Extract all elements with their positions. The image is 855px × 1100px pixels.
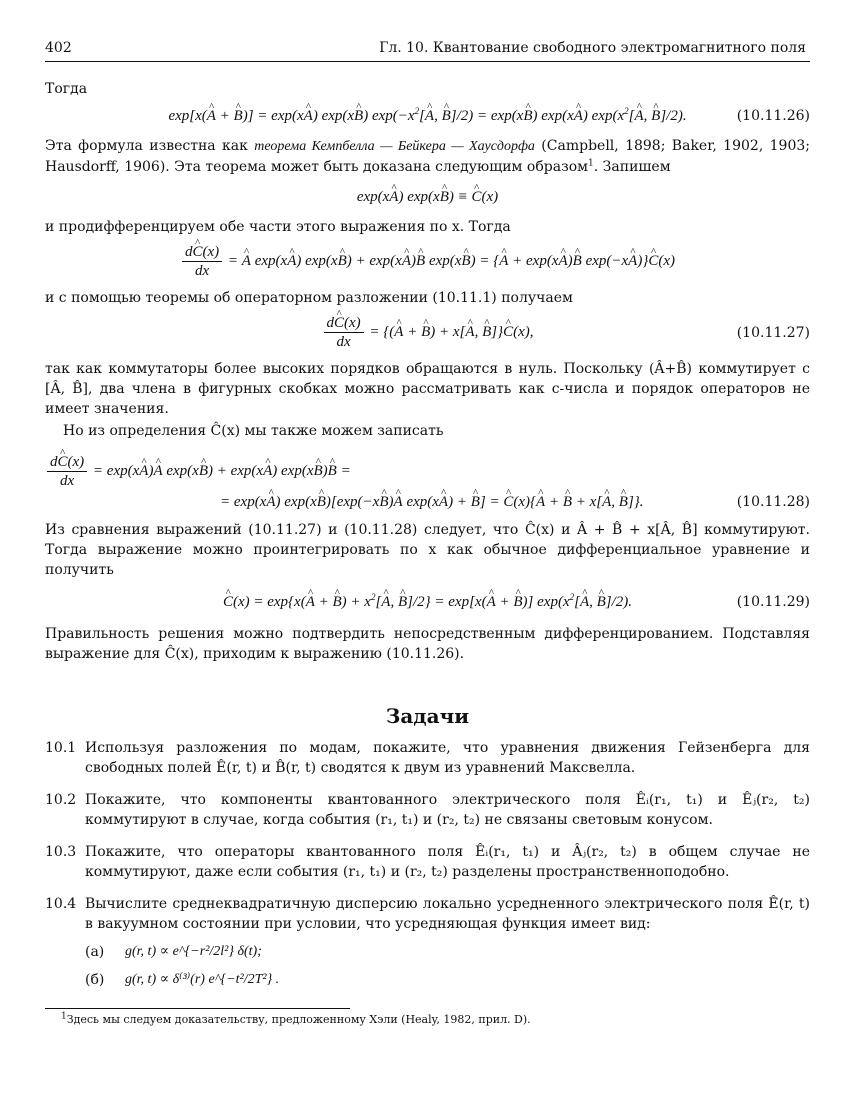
equation-definition: exp(xA ^) exp(xB ^) ≡ C ^(x)	[45, 187, 810, 207]
footnote	[45, 1013, 810, 1027]
item-label: (б)	[85, 972, 105, 988]
task-number: 10.1	[45, 740, 77, 756]
intro-word: Тогда	[45, 81, 88, 97]
paragraph-operator: и с помощью теоремы об операторном разложении (10.11.1) получаем	[45, 290, 573, 306]
paragraph-definition: Но из определения Ĉ(x) мы также можем записать	[63, 423, 444, 439]
footnote-rule	[45, 1008, 350, 1009]
task-number: 10.4	[45, 896, 77, 912]
item-label: (а)	[85, 944, 105, 960]
item-formula: g(r, t) ∝ δ⁽³⁾(r) e^{−t²/2T²} .	[125, 972, 280, 987]
task-text: Покажите, что компоненты квантованного электрического поля Êᵢ(r₁, t₁) и Êⱼ(r₂, t₂) коммутируют в случае, когда события (r₁, t₁) и (r₂, t₂) не связаны световым конусом.	[85, 792, 810, 828]
page-number: 402	[45, 40, 72, 56]
paragraph-commute: так как коммутаторы более высоких порядков обращаются в нуль. Поскольку (Â+B̂) коммутирует с [Â, B̂], два члена в фигурных скобках можно рассматривать как c-числа и порядок операторов не имеет значения.	[45, 361, 810, 417]
equation-number: (10.11.27)	[736, 324, 810, 341]
footnote-mark: 1	[61, 1011, 67, 1022]
task-10-4-item-b	[45, 970, 810, 990]
task-10-4-item-a	[45, 942, 810, 962]
paragraph-differentiate: и продифференцируем обе части этого выражения по x. Тогда	[45, 219, 511, 235]
equation-number: (10.11.29)	[736, 594, 810, 610]
task-text: Покажите, что операторы квантованного поля Êᵢ(r₁, t₁) и Âⱼ(r₂, t₂) в общем случае не коммутируют, даже если события (r₁, t₁) и (r₂, t₂) разделены пространственноподобно.	[85, 844, 810, 880]
task-10-4	[45, 894, 810, 934]
task-10-3	[45, 842, 810, 882]
task-text: Используя разложения по модам, покажите, что уравнения движения Гейзенберга для свободных полей Ê(r, t) и B̂(r, t) сводятся к двум из уравнений Максвелла.	[85, 740, 810, 776]
section-title: Задачи	[385, 704, 470, 728]
footnote-text: Здесь мы следуем доказательству, предложенному Хэли (Healy, 1982, прил. D).	[66, 1013, 531, 1026]
equation-10-11-29: C ^(x) = exp{x(A ^ + B ^) + $x^2[A$ ^, B ^]/2} = exp[x(A ^ + B ^)] $\exp(x^2[A$ ^, B ^]/2). (10.11.29)	[45, 592, 810, 612]
item-formula: g(r, t) ∝ e^{−r²/2l²} δ(t);	[125, 944, 262, 959]
equation-number: (10.11.28)	[736, 494, 810, 510]
task-list	[45, 738, 810, 990]
equation-derivative-1: $\frac{dC \^{}(x)}{dx}$ = A ^ exp(xA ^) exp(xB ^) + exp(xA ^)B ^ exp(xB ^) = {A ^ + exp(xA ^)B ^ exp(−xA ^)}C ^(x)	[45, 243, 810, 280]
running-header	[45, 38, 810, 62]
footnote-mark: 1	[588, 158, 594, 169]
theorem-name: теорема Кемпбелла — Бейкера — Хаусдорфа	[254, 139, 535, 154]
paragraph-bch: Эта формула известна как теорема Кемпбелла — Бейкера — Хаусдорфа (Campbell, 1898; Baker, 1902, 1903; Hausdorff, 1906). Эта теорема может быть доказана следующим образом$^1$. Запишем	[45, 138, 810, 175]
equation-number: (10.11.26)	[736, 108, 810, 124]
task-text: Вычислите среднеквадратичную дисперсию локально усредненного электрического поля Ê̄(r, t) в вакуумном состоянии при условии, что усредняющая функция имеет вид:	[85, 896, 810, 932]
paragraph-compare: Из сравнения выражений (10.11.27) и (10.11.28) следует, что Ĉ(x) и Â + B̂ + x[Â, B̂] коммутируют. Тогда выражение можно проинтегрировать по x как обычное дифференциальное уравнение и получить	[45, 522, 810, 578]
page	[45, 38, 810, 1027]
paragraph-verify: Правильность решения можно подтвердить непосредственным дифференцированием. Подставляя выражение для Ĉ(x), приходим к выражению (10.11.26).	[45, 626, 810, 662]
task-10-2	[45, 790, 810, 830]
equation-10-11-27: $\frac{dC \^{}(x)}{dx}$ = {(A ^ + B ^) + x[A ^, B ^]}C ^(x), (10.11.27)	[45, 314, 810, 351]
equation-10-11-28: $\frac{dC \^{}(x)}{dx}$ = exp(xA ^)A ^ exp(xB ^) + exp(xA ^) exp(xB ^)B ^ = = exp(xA ^) exp(xB ^)[exp(−xB ^)A ^ exp(xA ^) + B ^] = C ^(x){A ^ + B ^ + x[A ^, B ^]}. (10.11.28)	[45, 453, 810, 512]
task-number: 10.2	[45, 792, 77, 808]
running-title: Гл. 10. Квантование свободного электромагнитного поля	[379, 40, 806, 56]
task-10-1	[45, 738, 810, 778]
equation-10-11-26: exp[x(A ^ + B ^)] = exp(xA ^) exp(xB ^) $\exp(-x^2[A$ ^, B ^]/2) = exp(xB ^) exp(xA ^) $\exp(x^2[A$ ^, B ^]/2). (10.11.26)	[45, 106, 810, 126]
task-number: 10.3	[45, 844, 77, 860]
